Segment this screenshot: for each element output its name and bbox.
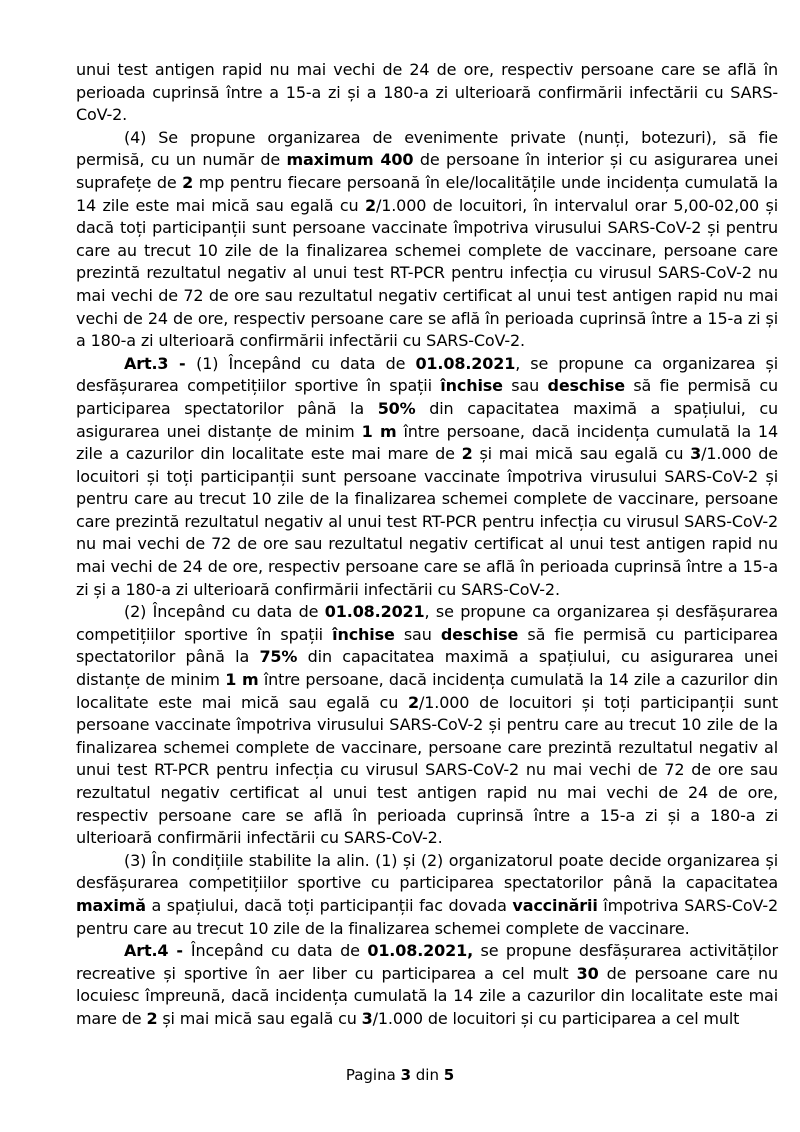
text-run-bold: 2 bbox=[408, 692, 419, 712]
text-run-bold: 2 bbox=[364, 195, 376, 215]
text-run-bold: 75% bbox=[259, 647, 298, 667]
paragraph-art-3-alin-3 bbox=[76, 850, 778, 940]
text-run: (2) Începând cu data de bbox=[124, 602, 325, 622]
text-run-bold: 2 bbox=[182, 172, 194, 192]
text-run: /1.000 de locuitori și toți participanții sunt persoane vaccinate împotriva virusului SARS-CoV-2 și pentru care au trecut 10 zile de la finalizarea schemei complete de vaccinare, persoane care prezintă rezultatul negativ al unui test RT-PCR pentru infecția cu virusul SARS-CoV-2 nu mai vechi de 72 de ore sau rezultatul negativ certificat al unui test antigen rapid nu mai vechi de 24 de ore, respectiv persoane care se află în perioada cuprinsă între a 15-a zi și a 180-a zi ulterioară confirmării infectării cu SARS-CoV-2. bbox=[76, 692, 778, 848]
text-run: /1.000 de locuitori și toți participanții sunt persoane vaccinate împotriva virusului SARS-CoV-2 și pentru care au trecut 10 zile de la finalizarea schemei complete de vaccinare, persoane care prezintă rezultatul negativ al unui test RT-PCR pentru infecția cu virusul SARS-CoV-2 nu mai vechi de 72 de ore sau rezultatul negativ certificat al unui test antigen rapid nu mai vechi de 24 de ore, respectiv persoane care se află în perioada cuprinsă între a 15-a zi și a 180-a zi ulterioară confirmării infectării cu SARS-CoV-2. bbox=[76, 444, 778, 599]
text-run-bold: 5 bbox=[443, 1066, 455, 1084]
text-run-bold: Art.3 - bbox=[124, 353, 197, 373]
paragraph-art-4 bbox=[76, 940, 778, 1030]
text-run-bold: 1 m bbox=[361, 421, 397, 441]
text-run-bold: Art.4 - bbox=[124, 941, 191, 961]
text-run: (3) În condițiile stabilite la alin. (1) și (2) organizatorul poate decide organizarea și desfășurarea competițiilor sportive cu participarea spectatorilor până la capacitatea bbox=[76, 850, 778, 893]
text-run: să fie permisă cu participarea spectatorilor până la bbox=[76, 376, 778, 418]
text-run: /1.000 de locuitori și cu participarea a cel mult bbox=[372, 1008, 740, 1028]
text-run: sau bbox=[502, 376, 548, 396]
text-run: /1.000 de locuitori, în intervalul orar 5,00-02,00 și dacă toți participanții sunt persoane vaccinate împotriva virusului SARS-CoV-2 și pentru care au trecut 10 zile de la finalizarea schemei complete de vaccinare, persoane care prezintă rezultatul negativ al unui test RT-PCR pentru infecția cu virusul SARS-CoV-2 nu mai vechi de 72 de ore sau rezultatul negativ certificat al unui test antigen rapid nu mai vechi de 24 de ore, respectiv persoane care se află în perioada cuprinsă între a 15-a zi și a 180-a zi ulterioară confirmării infectării cu SARS-CoV-2. bbox=[76, 195, 778, 351]
text-run-bold: maximă bbox=[76, 895, 146, 915]
text-run: , se propune ca organizarea și desfășurarea competițiilor sportive în spații bbox=[76, 602, 778, 644]
text-run-bold: 3 bbox=[400, 1066, 411, 1084]
document-text bbox=[76, 59, 778, 1031]
text-run-bold: 50% bbox=[377, 398, 416, 418]
text-run-bold: deschise bbox=[440, 624, 519, 644]
text-run-bold: 01.08.2021 bbox=[415, 353, 516, 373]
text-run-bold: vaccinării bbox=[512, 895, 598, 915]
paragraph-art-3-alin-1 bbox=[76, 353, 778, 602]
text-run: Pagina bbox=[345, 1066, 401, 1084]
text-run: între persoane, dacă incidența cumulată la 14 zile a cazurilor din localitate este mai mare de bbox=[76, 421, 778, 464]
text-run: (4) Se propune organizarea de evenimente private (nunți, botezuri), să fie permisă, cu un număr de bbox=[76, 127, 778, 170]
page-number-text bbox=[346, 1066, 454, 1084]
text-run: Începând cu data de bbox=[190, 941, 368, 961]
text-run: mp pentru fiecare persoană în ele/localitățile unde incidența cumulată la 14 zile este mai mică sau egală cu bbox=[76, 172, 778, 215]
text-run-bold: deschise bbox=[547, 376, 625, 396]
text-run: între persoane, dacă incidența cumulată la 14 zile a cazurilor din localitate este mai mică sau egală cu bbox=[76, 670, 778, 712]
text-run: din capacitatea maximă a spațiului, cu asigurarea unei distanțe de minim bbox=[76, 647, 778, 690]
text-run-bold: maximum 400 bbox=[286, 150, 414, 170]
text-run: se propune desfășurarea activităților recreative și sportive în aer liber cu participarea a cel mult bbox=[76, 941, 778, 983]
text-run: și mai mică sau egală cu bbox=[157, 1008, 362, 1028]
text-run-bold: închise bbox=[440, 376, 503, 396]
text-run-bold: 2 bbox=[146, 1008, 158, 1028]
text-run-bold: 3 bbox=[361, 1008, 373, 1028]
paragraph-alin-4 bbox=[76, 127, 778, 353]
text-run-bold: 01.08.2021, bbox=[367, 941, 473, 961]
text-run: și mai mică sau egală cu bbox=[472, 444, 691, 464]
paragraph-continuation bbox=[76, 59, 778, 127]
text-run: de persoane în interior și cu asigurarea unei suprafețe de bbox=[76, 150, 779, 192]
text-run: unui test antigen rapid nu mai vechi de 24 de ore, respectiv persoane care se află în perioada cuprinsă între a 15-a zi și a 180-a zi ulterioară confirmării infectării cu SARS-CoV-2. bbox=[76, 60, 778, 125]
page-footer bbox=[0, 1066, 800, 1084]
text-run-bold: 2 bbox=[461, 444, 473, 464]
text-run-bold: 3 bbox=[690, 444, 702, 464]
text-run: sau bbox=[394, 624, 441, 644]
text-run-bold: 01.08.2021 bbox=[324, 602, 425, 622]
paragraph-art-3-alin-2 bbox=[76, 601, 778, 850]
text-run: din capacitatea maximă a spațiului, cu asigurarea unei distanțe de minim bbox=[76, 398, 778, 441]
text-run: împotriva SARS-CoV-2 pentru care au trecut 10 zile de la finalizarea schemei complete de vaccinare. bbox=[76, 895, 778, 938]
text-run: a spațiului, dacă toți participanții fac dovada bbox=[145, 895, 513, 915]
text-run: de persoane care nu locuiesc împreună, dacă incidența cumulată la 14 zile a cazurilor din localitate este mai mare de bbox=[76, 963, 778, 1028]
text-run-bold: 30 bbox=[576, 963, 599, 983]
text-run-bold: închise bbox=[332, 624, 395, 644]
text-run: din bbox=[411, 1066, 444, 1084]
text-run: , se propune ca organizarea și desfășurarea competițiilor sportive în spații bbox=[76, 353, 778, 396]
text-run-bold: 1 m bbox=[225, 670, 259, 690]
text-run: (1) Începând cu data de bbox=[196, 353, 416, 373]
text-run: să fie permisă cu participarea spectatorilor până la bbox=[76, 624, 778, 667]
